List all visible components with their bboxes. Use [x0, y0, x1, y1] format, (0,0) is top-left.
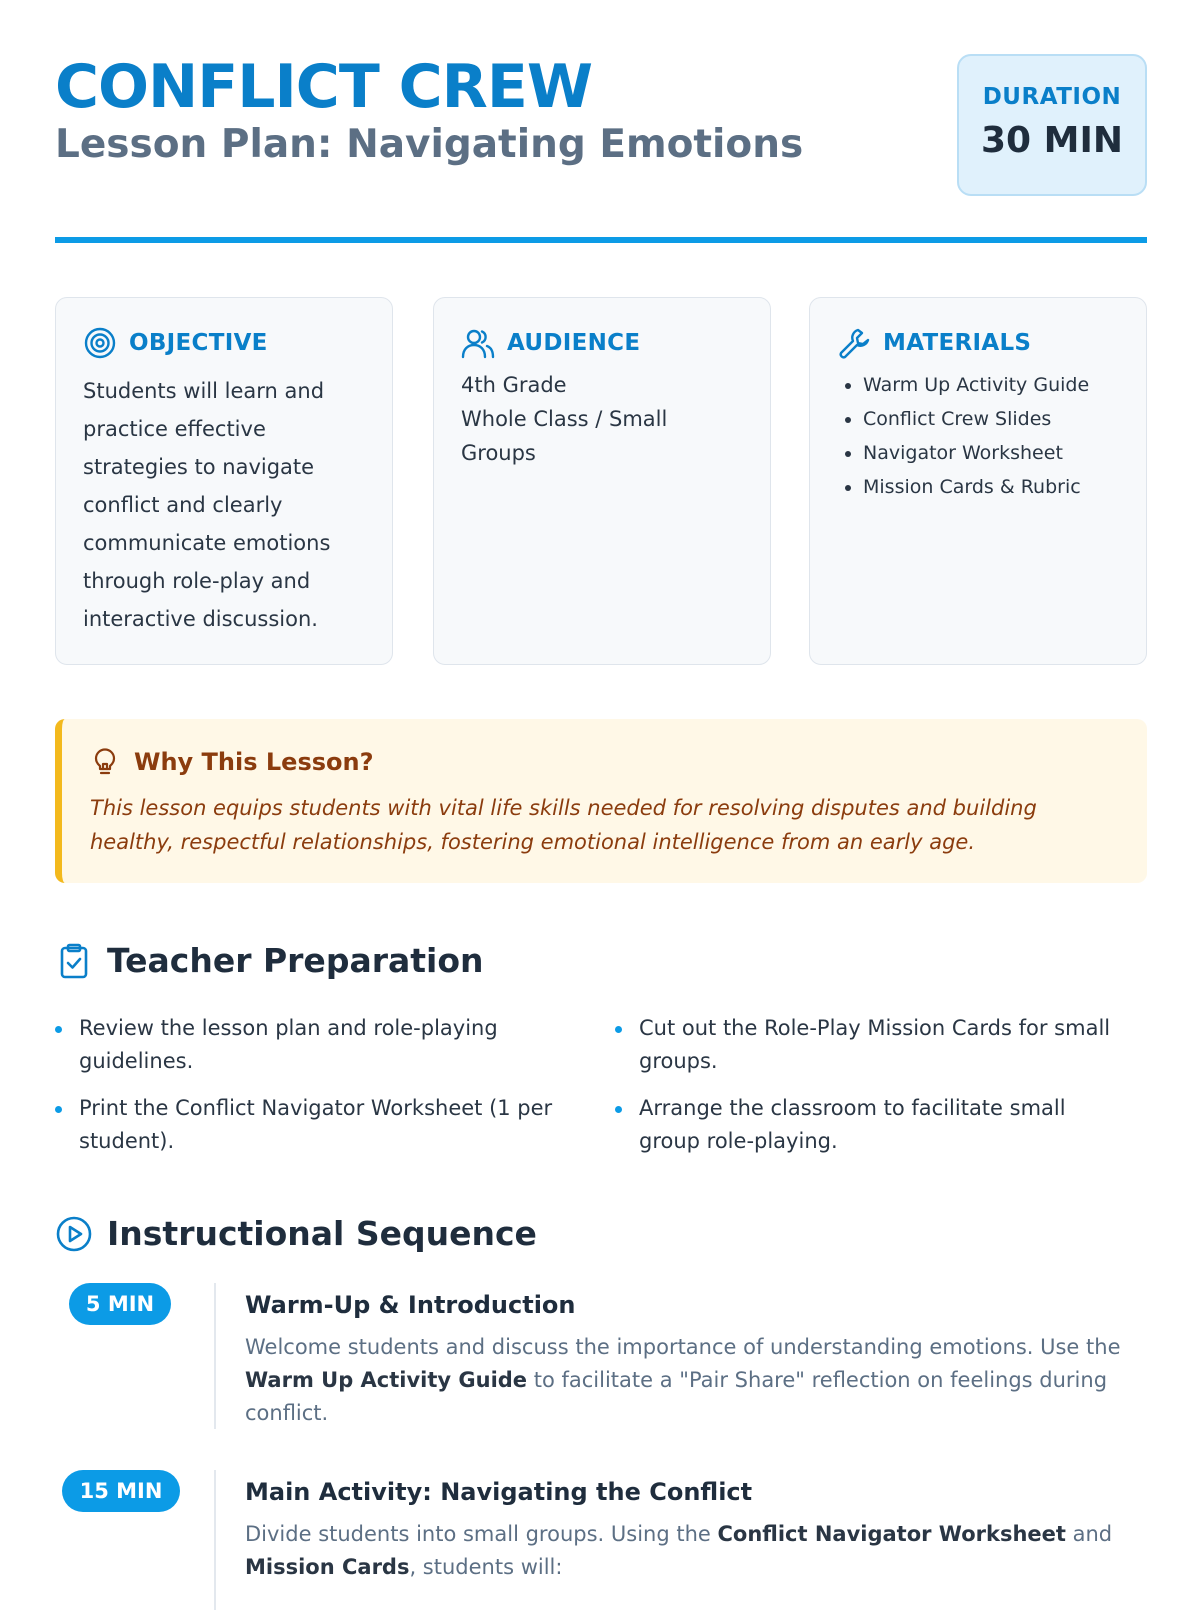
- prep-item-text: Review the lesson plan and role-playing guidelines.: [79, 1016, 498, 1073]
- prep-item: [615, 1092, 1115, 1158]
- header: [55, 0, 1147, 245]
- step-desc-text: Welcome students and discuss the importance of understanding emotions. Use the: [245, 1335, 1121, 1359]
- step-desc-text: to facilitate a "Pair Share" reflection on feelings during conflict.: [245, 1368, 1108, 1425]
- materials-item: • Mission Cards & Rubric: [863, 470, 1089, 504]
- prep-item-text: Print the Conflict Navigator Worksheet (1 per student).: [79, 1096, 553, 1153]
- audience-grade: 4th Grade: [461, 373, 567, 397]
- sequence-step: [55, 1470, 1147, 1600]
- step-desc-emphasis: Mission Cards: [245, 1555, 410, 1579]
- step-desc-emphasis: Conflict Navigator Worksheet: [717, 1522, 1066, 1546]
- header-divider: [55, 237, 1147, 243]
- prep-item-text: Arrange the classroom to facilitate small group role-playing.: [639, 1096, 1066, 1153]
- materials-title: MATERIALS: [883, 330, 1032, 356]
- audience-text: [461, 368, 746, 470]
- audience-title: AUDIENCE: [507, 330, 641, 356]
- objective-title: OBJECTIVE: [129, 330, 268, 356]
- duration-value: 30 MIN: [981, 120, 1123, 161]
- bullet-dot: [55, 1106, 62, 1113]
- prep-item: [55, 1012, 555, 1078]
- page-title: CONFLICT CREW: [55, 52, 593, 122]
- prep-item: [615, 1012, 1115, 1078]
- objective-card-header: [83, 326, 268, 360]
- step-duration-badge: 5 MIN: [69, 1283, 171, 1325]
- instructional-sequence-title: Instructional Sequence: [107, 1214, 537, 1253]
- bullet-dot: [615, 1026, 622, 1033]
- materials-item: • Navigator Worksheet: [863, 436, 1089, 470]
- step-description: [245, 1518, 1147, 1584]
- step-desc-text: Divide students into small groups. Using the: [245, 1522, 718, 1546]
- users-icon: [461, 326, 495, 360]
- materials-card-header: [837, 326, 1031, 360]
- step-duration-badge: 15 MIN: [62, 1470, 180, 1512]
- wrench-icon: [837, 326, 871, 360]
- teacher-preparation-heading: [55, 941, 484, 980]
- bullet-dot: [55, 1026, 62, 1033]
- clipboard-check-icon: [55, 942, 93, 980]
- step-title: Main Activity: Navigating the Conflict: [245, 1478, 753, 1506]
- why-callout: [55, 719, 1147, 883]
- materials-item: • Conflict Crew Slides: [863, 402, 1089, 436]
- timeline-line: [214, 1283, 216, 1429]
- timeline-line: [214, 1470, 216, 1610]
- step-desc-text: , students will:: [409, 1555, 563, 1579]
- step-desc-text: and: [1065, 1522, 1113, 1546]
- audience-card-header: [461, 326, 640, 360]
- step-description: [245, 1331, 1147, 1430]
- page-subtitle: Lesson Plan: Navigating Emotions: [55, 122, 804, 167]
- sequence-step: [55, 1283, 1147, 1433]
- teacher-preparation-title: Teacher Preparation: [107, 941, 484, 980]
- why-header: [90, 747, 374, 777]
- materials-item: • Warm Up Activity Guide: [863, 368, 1089, 402]
- materials-list: [837, 368, 1089, 504]
- instructional-sequence-heading: [55, 1214, 537, 1253]
- step-title: Warm-Up & Introduction: [245, 1291, 576, 1319]
- lightbulb-icon: [90, 747, 120, 777]
- step-desc-emphasis: Warm Up Activity Guide: [245, 1368, 528, 1392]
- duration-box: [957, 54, 1147, 196]
- audience-card: [433, 297, 771, 665]
- materials-card: [809, 297, 1147, 665]
- objective-card: [55, 297, 393, 665]
- target-icon: [83, 326, 117, 360]
- lesson-plan-page: [55, 0, 1147, 1579]
- info-cards: [55, 297, 1147, 665]
- why-title: Why This Lesson?: [134, 748, 374, 776]
- why-text: This lesson equips students with vital life skills needed for resolving disputes and building healthy, respectful relationships, fostering emotional intelligence from an early age.: [90, 796, 1037, 854]
- duration-label: DURATION: [982, 84, 1122, 110]
- bullet-dot: [615, 1106, 622, 1113]
- prep-item-text: Cut out the Role-Play Mission Cards for small groups.: [639, 1016, 1111, 1073]
- audience-grouping: Whole Class / Small Groups: [461, 407, 668, 465]
- prep-item: [55, 1092, 555, 1158]
- play-circle-icon: [55, 1215, 93, 1253]
- objective-text: Students will learn and practice effective strategies to navigate conflict and clearly communicate emotions through role-play and interactive discussion.: [83, 379, 331, 631]
